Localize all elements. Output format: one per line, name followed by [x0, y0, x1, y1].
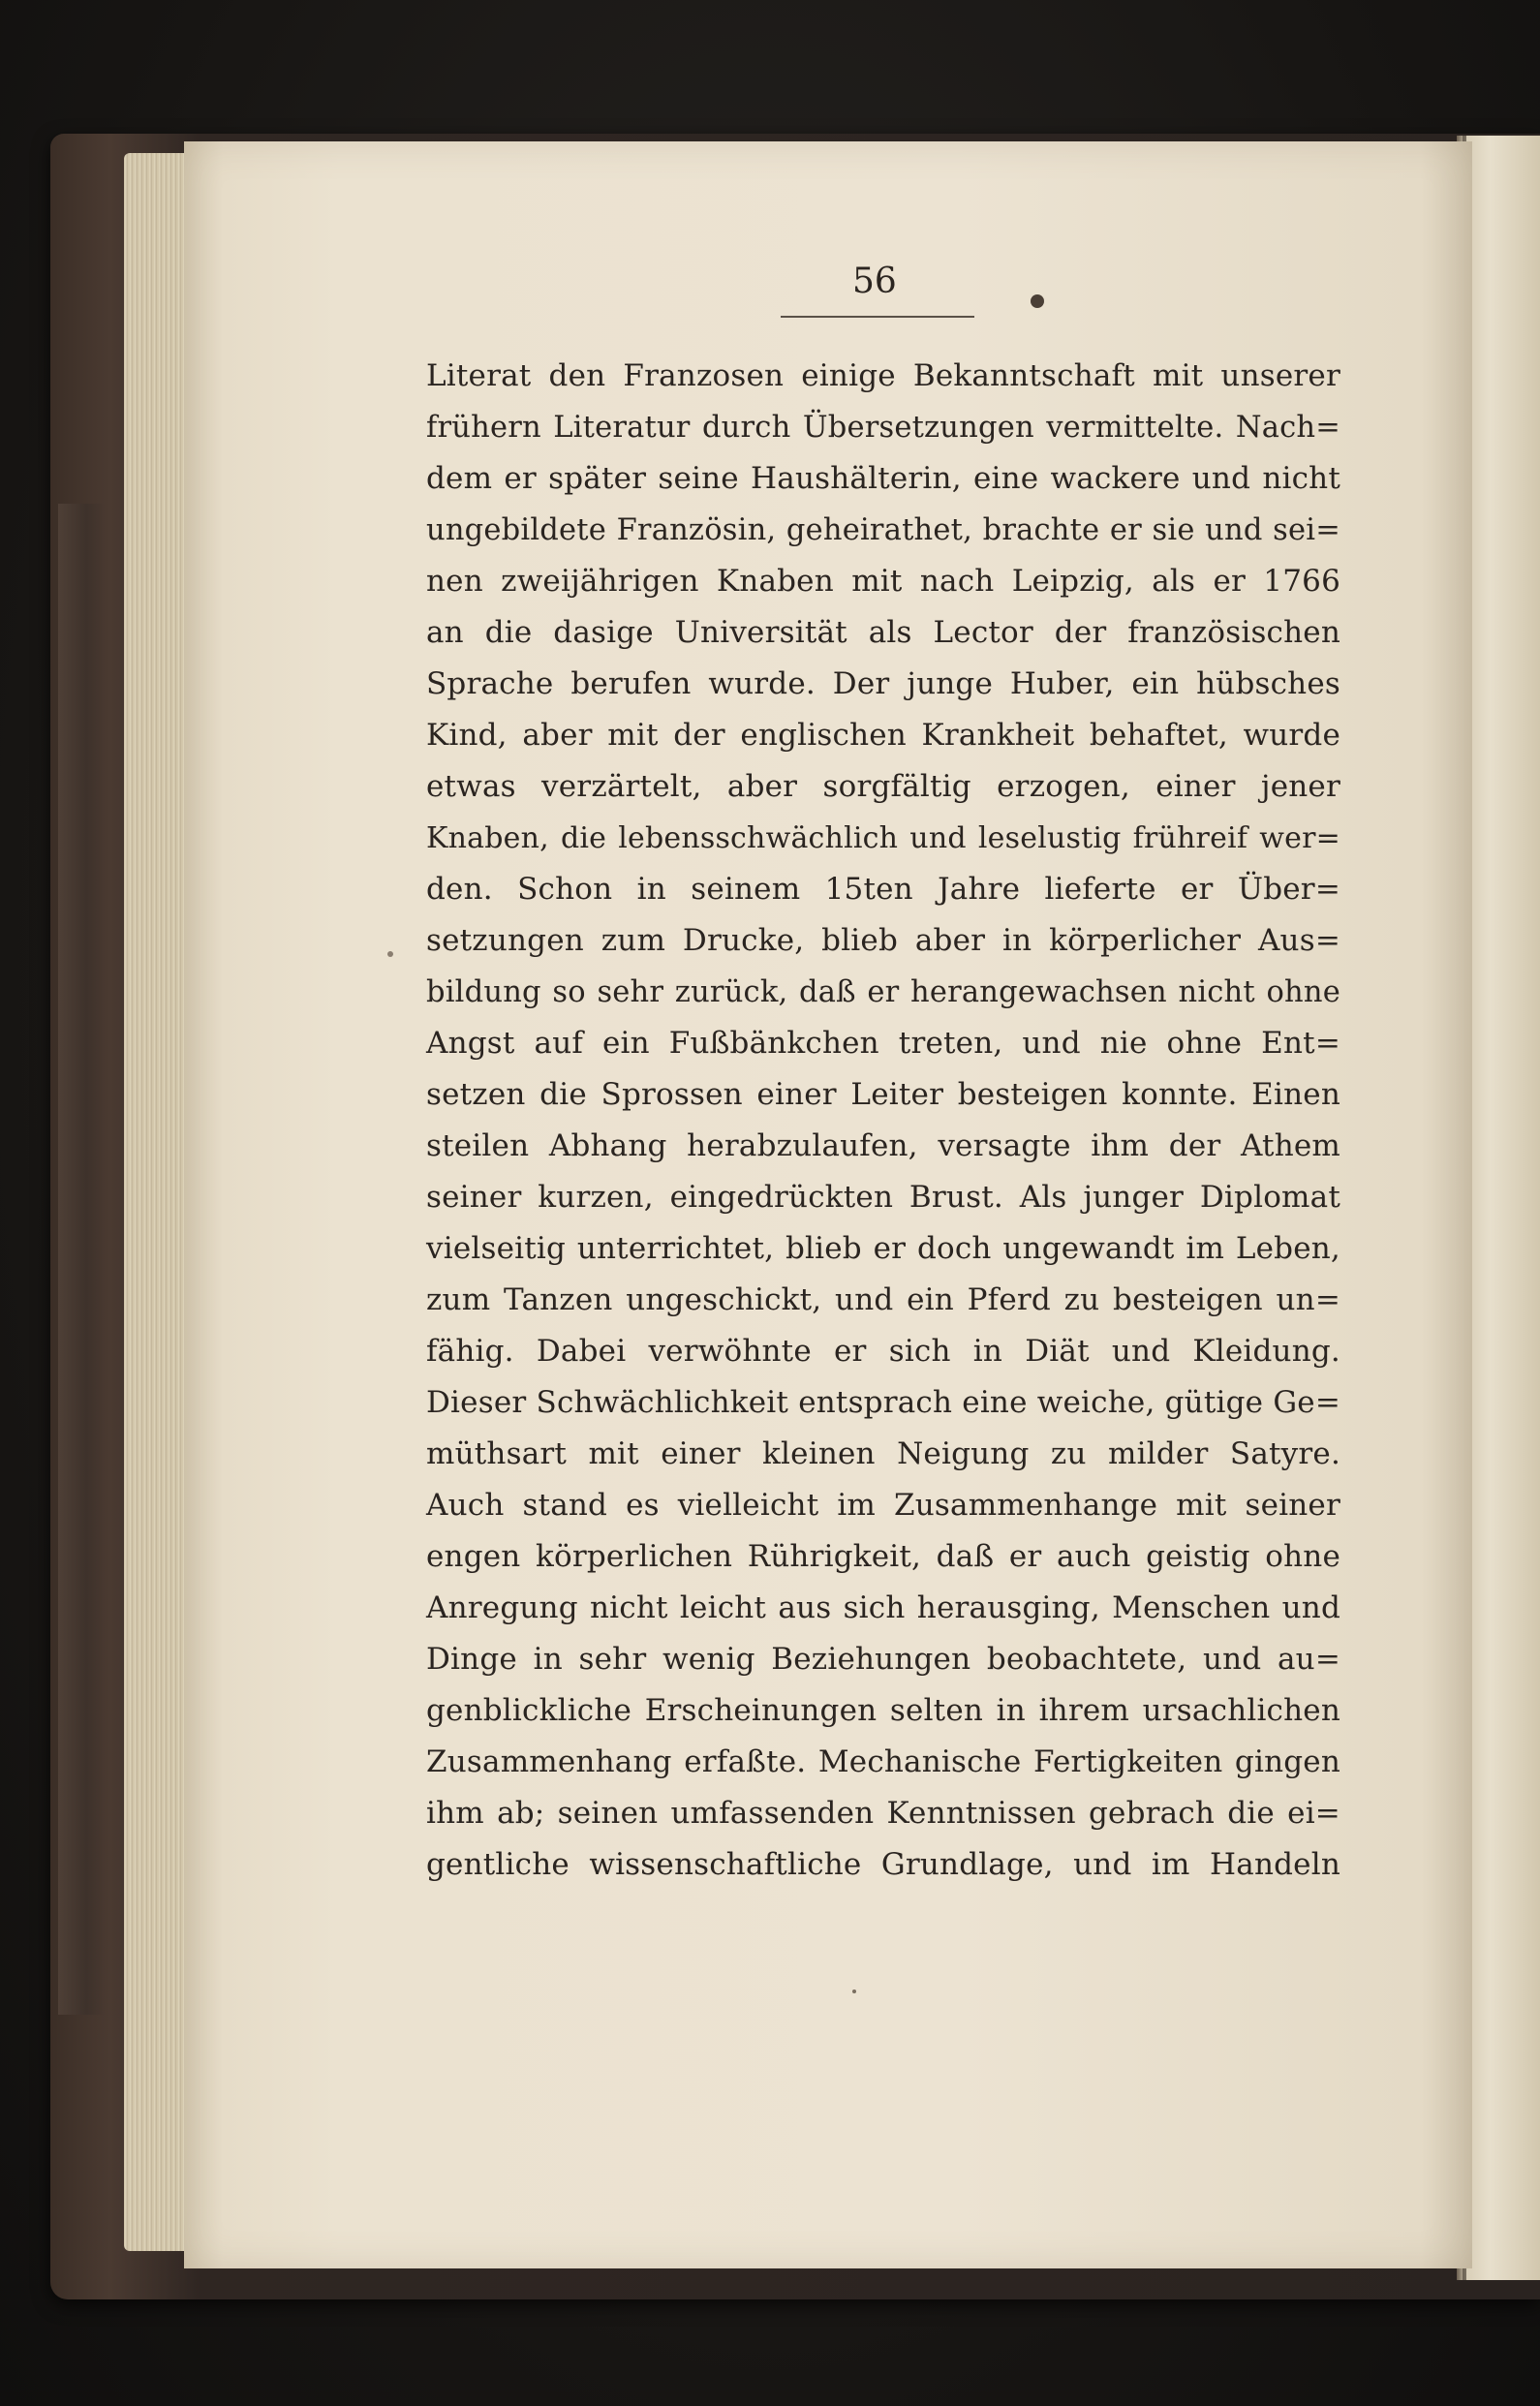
- text-line: den. Schon in seinem 15ten Jahre lieferte er Über=: [426, 872, 1340, 907]
- text-line: bildung so sehr zurück, daß er herangewachsen nicht ohne: [426, 975, 1340, 1009]
- header-rule: [781, 316, 974, 318]
- text-line: engen körperlichen Rührigkeit, daß er auch geistig ohne: [426, 1539, 1340, 1574]
- text-line: Zusammenhang erfaßte. Mechanische Fertigkeiten gingen: [426, 1744, 1340, 1779]
- body-text: [426, 351, 1340, 1891]
- text-line: Knaben, die lebensschwächlich und leselustig frühreif wer=: [426, 821, 1340, 855]
- page-speck: [852, 1990, 856, 1993]
- text-line: dem er später seine Haushälterin, eine wackere und nicht: [426, 461, 1340, 496]
- text-line: seiner kurzen, eingedrückten Brust. Als junger Diplomat: [426, 1180, 1340, 1215]
- text-line: nen zweijährigen Knaben mit nach Leipzig, als er 1766: [426, 564, 1340, 599]
- text-line: ungebildete Französin, geheirathet, brachte er sie und sei=: [426, 513, 1340, 547]
- text-line: Dieser Schwächlichkeit entsprach eine weiche, gütige Ge=: [426, 1385, 1340, 1420]
- margin-mark: [387, 951, 393, 957]
- text-line: an die dasige Universität als Lector der französischen: [426, 615, 1340, 650]
- text-line: setzen die Sprossen einer Leiter besteigen konnte. Einen: [426, 1077, 1340, 1112]
- page-edges: [124, 153, 192, 2251]
- text-line: frühern Literatur durch Übersetzungen vermittelte. Nach=: [426, 411, 1340, 445]
- text-line: Literat den Franzosen einige Bekanntschaft mit unserer: [426, 358, 1340, 393]
- text-line: Kind, aber mit der englischen Krankheit behaftet, wurde: [426, 718, 1340, 753]
- text-line: zum Tanzen ungeschickt, und ein Pferd zu besteigen un=: [426, 1282, 1340, 1317]
- page-number: 56: [852, 262, 897, 301]
- text-line: gentliche wissenschaftliche Grundlage, und im Handeln: [426, 1847, 1340, 1882]
- text-line: müthsart mit einer kleinen Neigung zu milder Satyre.: [426, 1436, 1340, 1471]
- text-line: steilen Abhang herabzulaufen, versagte ihm der Athem: [426, 1128, 1340, 1163]
- text-line: Angst auf ein Fußbänkchen treten, und nie ohne Ent=: [426, 1026, 1340, 1061]
- text-line: vielseitig unterrichtet, blieb er doch ungewandt im Leben,: [426, 1231, 1340, 1266]
- text-line: Sprache berufen wurde. Der junge Huber, ein hübsches: [426, 666, 1340, 701]
- text-line: genblickliche Erscheinungen selten in ihrem ursachlichen: [426, 1693, 1340, 1728]
- text-line: fähig. Dabei verwöhnte er sich in Diät und Kleidung.: [426, 1334, 1340, 1369]
- text-line: ihm ab; seinen umfassenden Kenntnissen gebrach die ei=: [426, 1796, 1340, 1831]
- text-line: etwas verzärtelt, aber sorgfältig erzogen, einer jener: [426, 769, 1340, 804]
- worn-cover-edge: [58, 504, 105, 2015]
- text-line: setzungen zum Drucke, blieb aber in körperlicher Aus=: [426, 923, 1340, 958]
- text-line: Dinge in sehr wenig Beziehungen beobachtete, und au=: [426, 1642, 1340, 1677]
- text-line: Anregung nicht leicht aus sich herausging, Menschen und: [426, 1590, 1340, 1625]
- ink-spot: [1031, 294, 1044, 308]
- text-line: Auch stand es vielleicht im Zusammenhange mit seiner: [426, 1488, 1340, 1523]
